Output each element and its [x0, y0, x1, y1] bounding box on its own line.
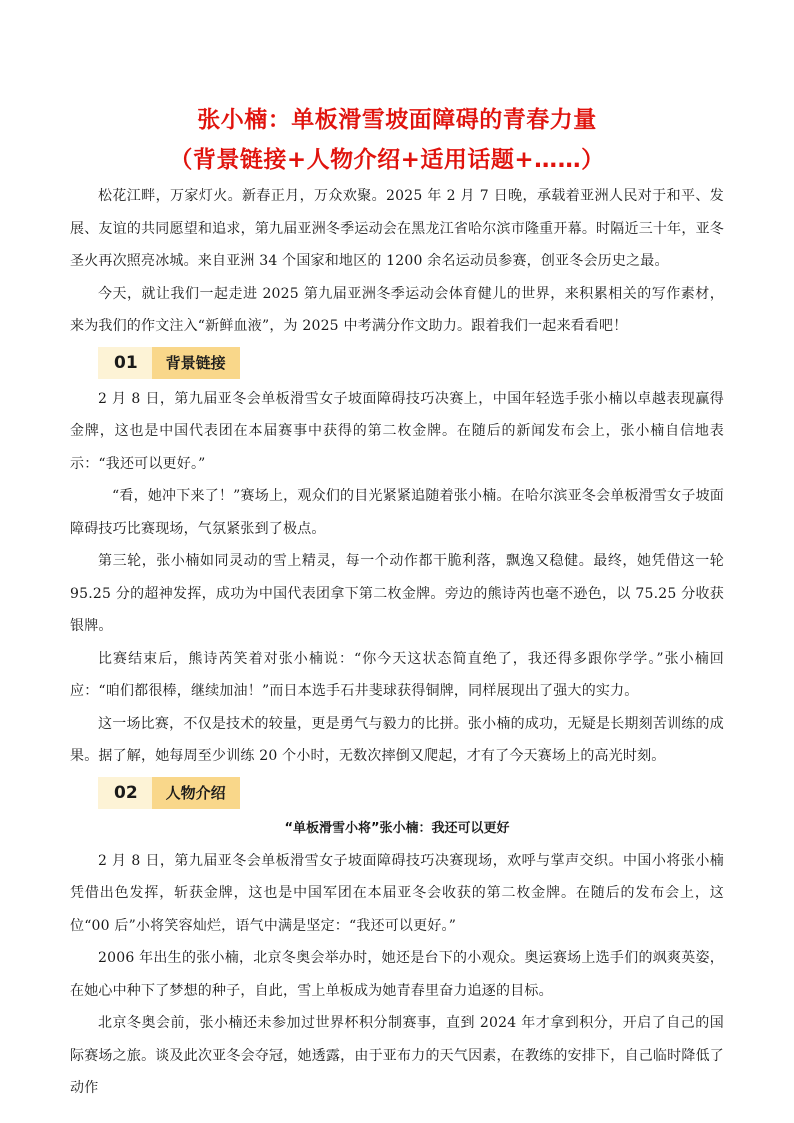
section-header-background [98, 347, 724, 379]
section-label: 人物介绍 [152, 777, 240, 809]
section-number: 02 [98, 777, 152, 809]
background-paragraph-5: 这一场比赛，不仅是技术的较量，更是勇气与毅力的比拼。张小楠的成功，无疑是长期刻苦训练的成果。据了解，她每周至少训练 20 个小时，无数次摔倒又爬起，才有了今天赛场上的高光时刻。 [70, 715, 724, 764]
background-paragraph-1: 2 月 8 日，第九届亚冬会单板滑雪女子坡面障碍技巧决赛上，中国年轻选手张小楠以卓越表现赢得金牌，这也是中国代表团在本届赛事中获得的第二枚金牌。在随后的新闻发布会上，张小楠自信地表示：“我还可以更好。” [70, 390, 724, 472]
section-label: 背景链接 [152, 347, 240, 379]
profile-paragraph-3: 北京冬奥会前，张小楠还未参加过世界杯积分制赛事，直到 2024 年才拿到积分，开启了自己的国际赛场之旅。谈及此次亚冬会夺冠，她透露，由于亚布力的天气因素，在教练的安排下，自己临时降低了动作 [70, 1015, 724, 1096]
profile-paragraph-2: 2006 年出生的张小楠，北京冬奥会举办时，她还是台下的小观众。奥运赛场上选手们的飒爽英姿，在她心中种下了梦想的种子，自此，雪上单板成为她青春里奋力追逐的目标。 [70, 950, 724, 999]
intro-paragraph-1: 松花江畔，万家灯火。新春正月，万众欢聚。2025 年 2 月 7 日晚，承载着亚洲人民对于和平、发展、友谊的共同愿望和追求，第九届亚洲冬季运动会在黑龙江省哈尔滨市隆重开幕。时隔近三十年，亚冬圣火再次照亮冰城。来自亚洲 34 个国家和地区的 1200 余名运动员参赛，创亚冬会历史之最。 [70, 188, 724, 269]
profile-subheading: “单板滑雪小将”张小楠：我还可以更好 [284, 820, 510, 836]
profile-paragraph-1: 2 月 8 日，第九届亚冬会单板滑雪女子坡面障碍技巧决赛现场，欢呼与掌声交织。中国小将张小楠凭借出色发挥，斩获金牌，这也是中国军团在本届亚冬会收获的第二枚金牌。在随后的发布会上，这位“00 后”小将笑容灿烂，语气中满是坚定：“我还可以更好。” [70, 852, 724, 934]
background-paragraph-4: 比赛结束后，熊诗芮笑着对张小楠说：“你今天这状态简直绝了，我还得多跟你学学。”张小楠回应：“咱们都很棒，继续加油！”而日本选手石井斐球获得铜牌，同样展现出了强大的实力。 [70, 650, 724, 699]
section-header-profile [98, 777, 724, 809]
section-number: 01 [98, 347, 152, 379]
background-paragraph-2: “看，她冲下来了！”赛场上，观众们的目光紧紧追随着张小楠。在哈尔滨亚冬会单板滑雪女子坡面障碍技巧比赛现场，气氛紧张到了极点。 [70, 488, 724, 537]
background-paragraph-3: 第三轮，张小楠如同灵动的雪上精灵，每一个动作都干脆利落，飘逸又稳健。最终，她凭借这一轮 95.25 分的超神发挥，成功为中国代表团拿下第二枚金牌。旁边的熊诗芮也毫不逊色，以 75.25 分收获银牌。 [70, 553, 724, 634]
intro-paragraph-2: 今天，就让我们一起走进 2025 第九届亚洲冬季运动会体育健儿的世界，来积累相关的写作素材，来为我们的作文注入“新鲜血液”，为 2025 中考满分作文助力。跟着我们一起来看看吧！ [70, 285, 724, 334]
page-subtitle: （背景链接+人物介绍+适用话题+……） [169, 147, 605, 173]
title-block [70, 0, 724, 180]
page-title: 张小楠：单板滑雪坡面障碍的青春力量 [197, 107, 597, 133]
